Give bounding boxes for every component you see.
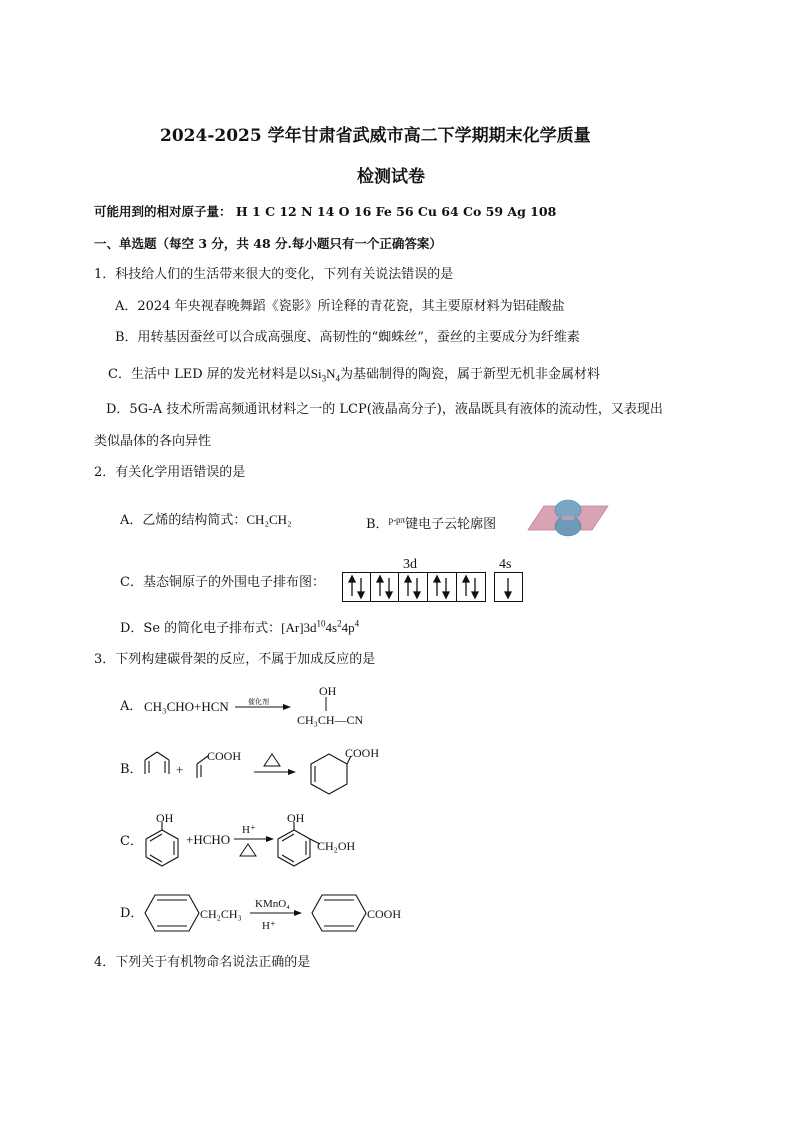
heat-arrow [252,752,296,782]
q2-option-d [120,620,359,637]
q1-option-c-formula: $Si_3N_4$ [310,366,340,384]
q2-option-c: C．基态铜原子的外围电子排布图： [120,575,325,590]
q3-option-a-product: CH₃CH—CN [297,713,364,727]
q3-option-c-catalyst: H⁺ [242,824,256,836]
q3-option-a-oh: OH [319,684,337,698]
q2-option-d-text: D．Se 的简化电子排布式： [120,621,282,636]
butadiene-structure [143,748,175,778]
orbital-label-3d: 3d [403,557,417,572]
page-title: 2024-2025 学年甘肃省武威市高二下学期期末化学质量 [160,126,591,146]
q1-option-d-line1: D．5G-A 技术所需高频通讯材料之一的 LCP(液晶高分子)，液晶既具有液体的流动性，又表现出 [106,402,663,417]
section-heading: 一、单选题（每空 3 分，共 48 分.每小题只有一个正确答案） [94,236,442,251]
q2-stem: 2．有关化学用语错误的是 [94,465,246,480]
q3-option-c-label: C． [120,834,143,849]
benzoic-acid-structure [312,893,370,933]
q3-option-c-reagent: +HCHO [186,832,231,847]
q2-option-a-formula: CH₂CH₂ [246,512,292,527]
orbital-label-4s: 4s [499,557,512,572]
q2-option-a-text: A．乙烯的结构简式： [120,513,247,528]
ethylbenzene-structure [145,893,203,933]
q2-option-b-bond: p-pπ [388,515,406,525]
atomic-mass-line: 可能用到的相对原子量： H 1 C 12 N 14 O 16 Fe 56 Cu 64 Co 59 Ag 108 [94,204,557,219]
q2-option-b-text: 键电子云轮廓图 [405,517,497,532]
q3-option-b-plus: + [176,762,184,777]
q1-option-d-line2: 类似晶体的各向异性 [94,434,212,449]
q3-option-c-ch2oh: CH₂OH [317,839,356,853]
q3-option-b-cooh-product: COOH [345,746,380,760]
q2-option-d-formula: $[Ar]3d^{10}4s^24p^4$ [281,618,360,635]
q3-option-d-acid: H⁺ [262,920,276,932]
q1-option-c-rest: 为基础制得的陶瓷，属于新型无机非金属材料 [340,367,601,382]
catalyst-arrow [232,834,276,864]
q3-option-d-label: D． [120,906,144,921]
q3-option-b-label: B． [120,762,143,777]
q3-option-c-oh-product: OH [287,811,305,825]
q1-option-b: B．用转基因蚕丝可以合成高强度、高韧性的“蜘蛛丝”，蚕丝的主要成分为纤维素 [115,330,580,345]
q3-option-d-reagent: KMnO₄ [255,898,291,910]
q1-option-a: A．2024 年央视春晚舞蹈《瓷影》所诠释的青花瓷，其主要原材料为铝硅酸盐 [115,299,565,314]
q3-option-d-ethyl: CH₂CH₃ [200,907,242,921]
q1-option-c [108,366,600,383]
oxidation-arrow [250,908,302,918]
electron-arrows [340,572,540,602]
q2-option-a [120,512,292,529]
q2-option-b [366,512,496,533]
p-p-pi-orbital-diagram [520,497,610,539]
hydroxybenzyl-alcohol-structure [274,820,322,870]
bond-line [324,697,328,711]
phenol-structure [142,820,182,870]
q1-stem: 1．科技给人们的生活带来很大的变化，下列有关说法错误的是 [94,267,454,282]
q3-stem: 3．下列构建碳骨架的反应，不属于加成反应的是 [94,652,376,667]
q3-option-a-catalyst: 催化剂 [248,698,269,706]
page-subtitle: 检测试卷 [357,167,425,187]
q3-option-c-oh-reactant: OH [156,811,174,825]
q2-option-b-label: B． [366,517,389,532]
reaction-arrow [235,702,291,712]
q3-option-a-label: A． [120,699,143,714]
q4-stem: 4．下列关于有机物命名说法正确的是 [94,955,311,970]
q3-option-b-cooh-reactant: COOH [207,749,242,763]
q1-option-c-text: C．生活中 LED 屏的发光材料是以 [108,367,311,382]
q3-option-a-reactants: CH₃CHO+HCN [144,699,229,714]
q3-option-d-cooh: COOH [367,907,402,921]
